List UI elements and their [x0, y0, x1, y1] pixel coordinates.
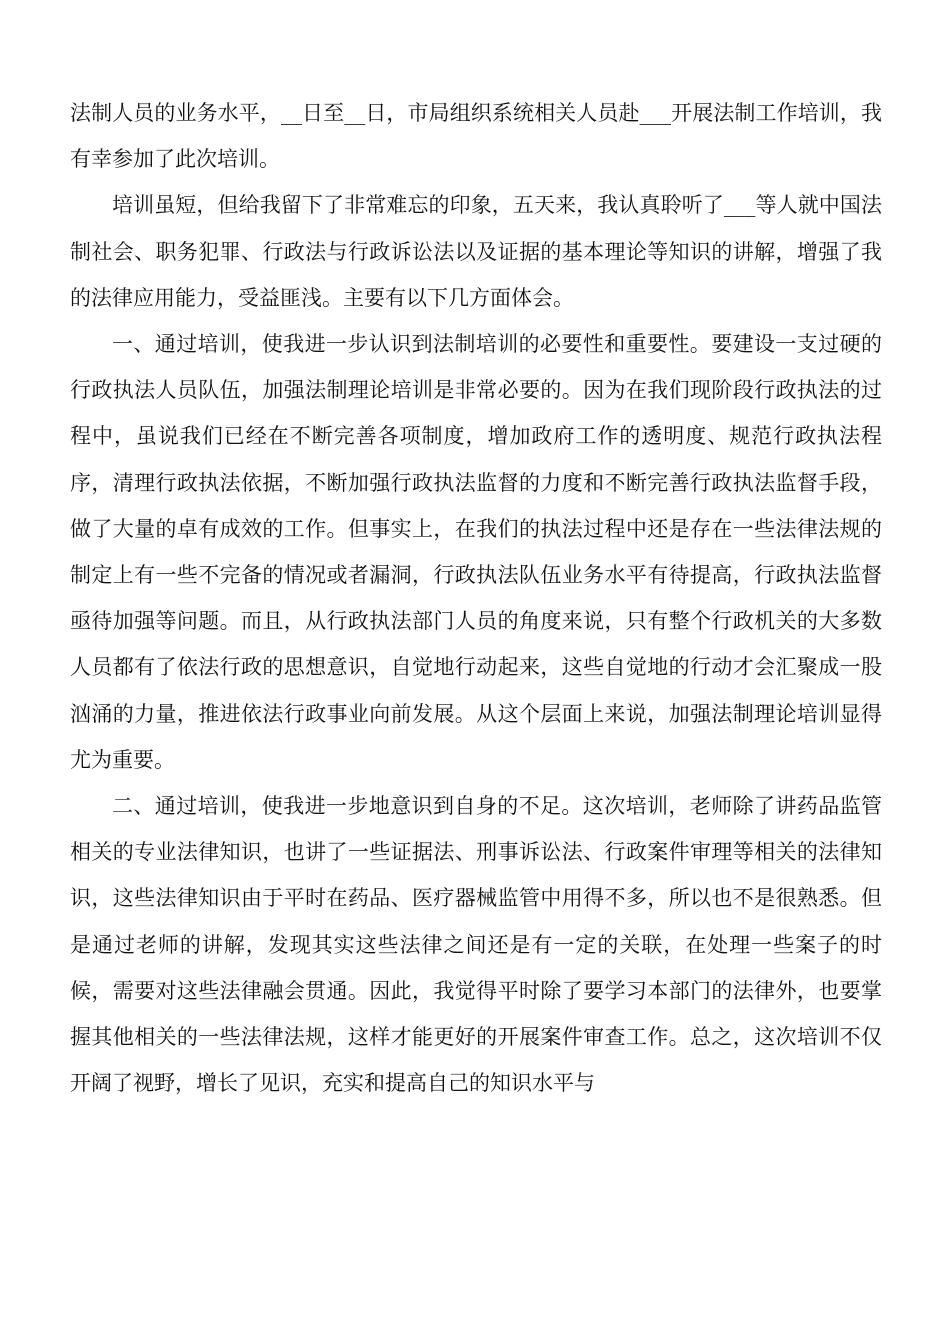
paragraph-intro-continued: 法制人员的业务水平，__日至__日，市局组织系统相关人员赴___开展法制工作培训，我有幸参加了此次培训。: [70, 101, 882, 172]
paragraph-point-two: 二、通过培训，使我进一步地意识到自身的不足。这次培训，老师除了讲药品监管相关的专业法律知识，也讲了一些证据法、刑事诉讼法、行政案件审理等相关的法律知识，这些法律知识由于平时在药品、医疗器械监管中用得不多，所以也不是很熟悉。但是通过老师的讲解，发现其实这些法律之间还是有一定的关联，在处理一些案子的时候，需要对这些法律融会贯通。因此，我觉得平时除了要学习本部门的法律外，也要掌握其他相关的一些法律法规，这样才能更好的开展案件审查工作。总之，这次培训不仅开阔了视野，增长了见识，充实和提高自己的知识水平与: [70, 794, 882, 1096]
document-page: [70, 90, 882, 1106]
paragraph-training-impression: 培训虽短，但给我留下了非常难忘的印象，五天来，我认真聆听了___等人就中国法制社会、职务犯罪、行政法与行政诉讼法以及证据的基本理论等知识的讲解，增强了我的法律应用能力，受益匪浅。主要有以下几方面体会。: [70, 193, 882, 310]
paragraph-point-one: 一、通过培训，使我进一步认识到法制培训的必要性和重要性。要建设一支过硬的行政执法人员队伍，加强法制理论培训是非常必要的。因为在我们现阶段行政执法的过程中，虽说我们已经在不断完善各项制度，增加政府工作的透明度、规范行政执法程序，清理行政执法依据，不断加强行政执法监督的力度和不断完善行政执法监督手段，做了大量的卓有成效的工作。但事实上，在我们的执法过程中还是存在一些法律法规的制定上有一些不完备的情况或者漏洞，行政执法队伍业务水平有待提高，行政执法监督亟待加强等问题。而且，从行政执法部门人员的角度来说，只有整个行政机关的大多数人员都有了依法行政的思想意识，自觉地行动起来，这些自觉地的行动才会汇聚成一股汹涌的力量，推进依法行政事业向前发展。从这个层面上来说，加强法制理论培训显得尤为重要。: [70, 332, 882, 772]
